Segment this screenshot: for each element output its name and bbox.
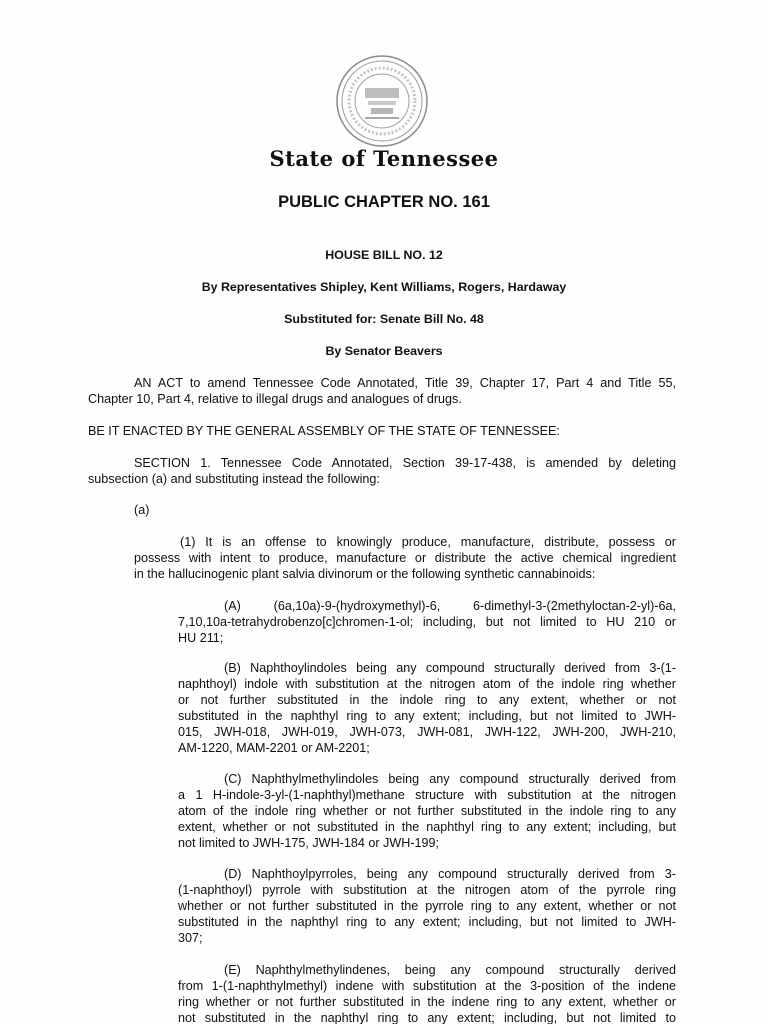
paragraph-d-line: (D) Naphthoylpyrroles, being any compound structurally derived from 3-: [224, 867, 676, 881]
paragraph-b-line: substituted in the naphthyl ring to any extent; including, but not limited to JWH-: [178, 709, 676, 723]
senator-line: By Senator Beavers: [325, 344, 443, 358]
paragraph-a-line: (A) (6a,10a)-9-(hydroxymethyl)-6, 6-dimethyl-3-(2methyloctan-2-yl)-6a,: [224, 599, 676, 613]
chapter-heading: PUBLIC CHAPTER NO. 161: [278, 193, 490, 211]
act-line-1: AN ACT to amend Tennessee Code Annotated, Title 39, Chapter 17, Part 4 and Title 55,: [134, 376, 676, 390]
paragraph-1-line: (1) It is an offense to knowingly produce, manufacture, distribute, possess or: [180, 535, 676, 549]
act-line-2: Chapter 10, Part 4, relative to illegal drugs and analogues of drugs.: [88, 392, 462, 406]
subsection-a-label: (a): [134, 503, 150, 517]
paragraph-e-line: (E) Naphthylmethylindenes, being any compound structurally derived: [224, 963, 676, 977]
state-seal-icon: [335, 54, 429, 148]
paragraph-b-line: 015, JWH-018, JWH-019, JWH-073, JWH-081, JWH-122, JWH-200, JWH-210,: [178, 725, 676, 739]
paragraph-b-line: or not further substituted in the indole ring to any extent, whether or not: [178, 693, 676, 707]
paragraph-1-line: in the hallucinogenic plant salvia divinorum or the following synthetic cannabinoids:: [134, 567, 596, 581]
section1-line-1: SECTION 1. Tennessee Code Annotated, Section 39-17-438, is amended by deleting: [134, 456, 676, 470]
paragraph-e-line: from 1-(1-naphthylmethyl) indene with substitution at the 3-position of the indene: [178, 979, 676, 993]
paragraph-e: [178, 962, 676, 1024]
paragraph-1: [134, 534, 676, 582]
paragraph-b-line: AM-1220, MAM-2201 or AM-2201;: [178, 741, 370, 755]
paragraph-c-line: extent, whether or not substituted in the naphthyl ring to any extent; including, but: [178, 820, 676, 834]
paragraph-e-line: ring whether or not further substituted in the indene ring to any extent, whether or: [178, 995, 676, 1009]
paragraph-a: [178, 598, 676, 646]
paragraph-d-line: (1-naphthoyl) pyrrole with substitution at the nitrogen atom of the pyrrole ring: [178, 883, 676, 897]
paragraph-a-line: 7,10,10a-tetrahydrobenzo[c]chromen-1-ol; including, but not limited to HU 210 or: [178, 615, 676, 629]
paragraph-d-line: whether or not further substituted in the pyrrole ring to any extent, whether or not: [178, 899, 676, 913]
paragraph-c-line: a 1 H-indole-3-yl-(1-naphthyl)methane structure with substitution at the nitrogen: [178, 788, 676, 802]
paragraph-d-line: substituted in the naphthyl ring to any extent; including, but not limited to JWH-: [178, 915, 676, 929]
paragraph-d-line: 307;: [178, 931, 203, 945]
enacting-clause: BE IT ENACTED BY THE GENERAL ASSEMBLY OF THE STATE OF TENNESSEE:: [88, 424, 560, 438]
section1-line-2: subsection (a) and substituting instead the following:: [88, 472, 380, 486]
paragraph-c: [178, 771, 676, 851]
paragraph-e-line: not substituted in the naphthyl ring to any extent; including, but not limited to: [178, 1011, 676, 1024]
paragraph-1-line: possess with intent to produce, manufacture or distribute the active chemical ingredient: [134, 551, 676, 565]
state-title: State of Tennessee: [269, 146, 499, 171]
paragraph-c-line: (C) Naphthylmethylindoles being any compound structurally derived from: [224, 772, 676, 786]
paragraph-d: [178, 866, 676, 946]
paragraph-c-line: atom of the indole ring whether or not further substituted in the indole ring to any: [178, 804, 676, 818]
paragraph-b: [178, 660, 676, 756]
paragraph-a-line: HU 211;: [178, 631, 224, 645]
house-bill-number: HOUSE BILL NO. 12: [325, 248, 443, 262]
substituted-line: Substituted for: Senate Bill No. 48: [284, 312, 484, 326]
paragraph-b-line: (B) Naphthoylindoles being any compound structurally derived from 3-(1-: [224, 661, 676, 675]
representatives-line: By Representatives Shipley, Kent Williams, Rogers, Hardaway: [201, 280, 567, 294]
paragraph-c-line: not limited to JWH-175, JWH-184 or JWH-199;: [178, 836, 440, 850]
paragraph-b-line: naphthoyl) indole with substitution at the nitrogen atom of the indole ring whether: [178, 677, 676, 691]
